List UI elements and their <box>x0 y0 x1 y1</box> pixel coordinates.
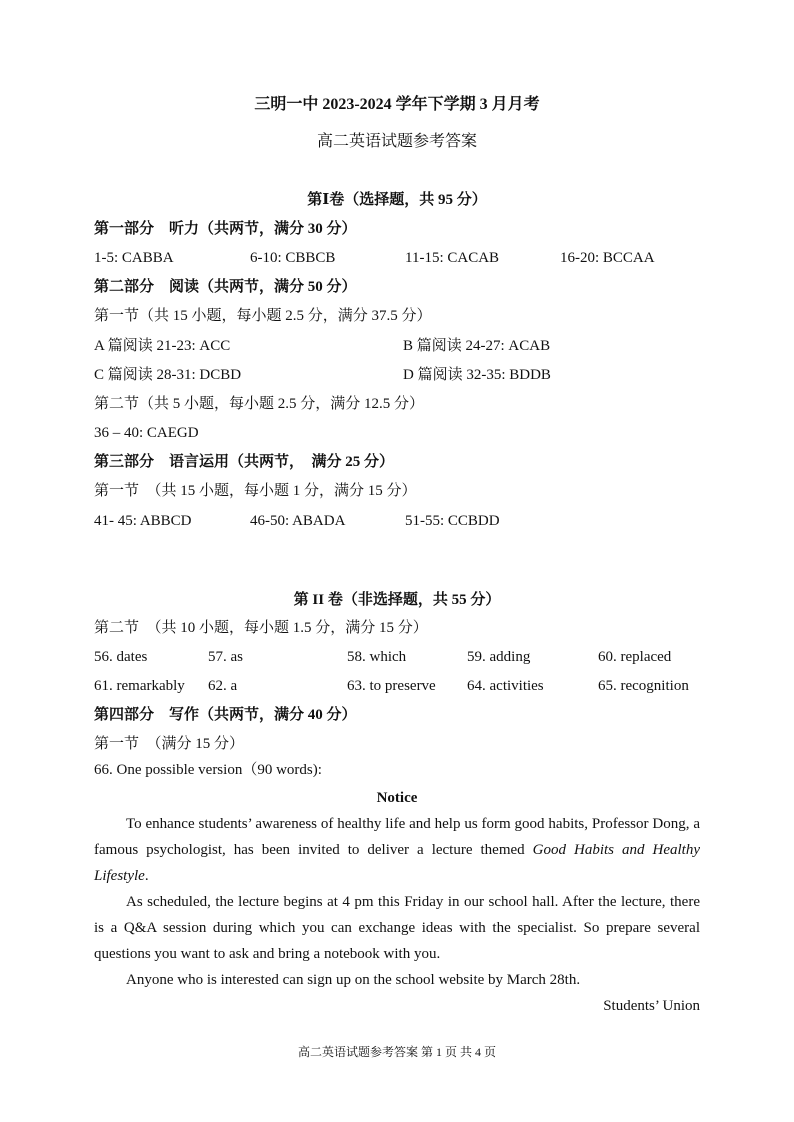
exam-subtitle: 高二英语试题参考答案 <box>316 133 477 150</box>
volume-2-heading: 第 II 卷（非选择题，共 55 分） <box>293 592 501 608</box>
fill-in-answer: 65. recognition <box>598 678 689 694</box>
part-4-heading: 第四部分 写作（共两节，满分 40 分） <box>94 707 357 723</box>
essay-p1-text: To enhance students’ awareness of healthy life and help us form good habits, Professor Dong, a famous psychologist, has been invited to deliver a lecture themed <box>94 816 700 858</box>
fill-in-answer: 56. dates <box>94 649 148 665</box>
page-footer: 高二英语试题参考答案 第 1 页 共 4 页 <box>297 1045 496 1059</box>
fill-in-answer: 63. to preserve <box>347 678 436 694</box>
essay-p1-end: . <box>144 868 149 884</box>
part-2-section-2-answers: 36 – 40: CAEGD <box>94 425 199 441</box>
essay-paragraph-3 <box>94 967 700 993</box>
essay-signature: Students’ Union <box>603 998 700 1014</box>
answer-group: 6-10: CBBCB <box>250 250 336 266</box>
part-4-section-1: 第一节 （满分 15 分） <box>94 736 245 752</box>
fill-in-answer: 58. which <box>347 649 407 665</box>
fill-in-answer: 64. activities <box>467 678 544 694</box>
answer-group: 51-55: CCBDD <box>405 513 500 529</box>
reading-b: B 篇阅读 24-27: ACAB <box>403 338 551 354</box>
reading-c: C 篇阅读 28-31: DCBD <box>94 367 242 383</box>
part-1-heading: 第一部分 听力（共两节，满分 30 分） <box>94 221 357 237</box>
reading-a: A 篇阅读 21-23: ACC <box>94 338 231 354</box>
fill-in-answer: 59. adding <box>467 649 531 665</box>
reading-d: D 篇阅读 32-35: BDDB <box>403 367 551 383</box>
exam-title: 三明一中 2023-2024 学年下学期 3 月月考 <box>254 96 540 113</box>
essay-p1-italic: Good Habits and Healthy Lifestyle <box>94 842 700 884</box>
fill-in-answer: 60. replaced <box>598 649 672 665</box>
question-66-label: 66. One possible version（90 words): <box>94 762 322 778</box>
part-3-section-1: 第一节 （共 15 小题，每小题 1 分，满分 15 分） <box>94 483 417 499</box>
essay-p3-text: Anyone who is interested can sign up on the school website by March 28th. <box>126 972 581 988</box>
essay-title: Notice <box>376 790 418 806</box>
fill-in-answer: 57. as <box>208 649 243 665</box>
answer-group: 41- 45: ABBCD <box>94 513 192 529</box>
fill-in-answer: 62. a <box>208 678 238 694</box>
answer-group: 1-5: CABBA <box>94 250 174 266</box>
fill-in-answer: 61. remarkably <box>94 678 185 694</box>
essay-p2-text: As scheduled, the lecture begins at 4 pm this Friday in our school hall. After the lecture, there is a Q&A session during which you can exchange ideas with the specialist. So prepare several questions you want to ask and bring a notebook with you. <box>94 894 700 962</box>
answer-group: 11-15: CACAB <box>405 250 500 266</box>
answer-group: 16-20: BCCAA <box>560 250 655 266</box>
volume-1-heading: 第Ⅰ卷（选择题，共 95 分） <box>307 192 487 208</box>
part-3-heading: 第三部分 语言运用（共两节， 满分 25 分） <box>94 454 395 470</box>
essay-paragraph-2 <box>94 889 700 967</box>
essay-paragraph-1 <box>94 811 700 889</box>
part-3-section-2-heading: 第二节 （共 10 小题，每小题 1.5 分，满分 15 分） <box>94 620 428 636</box>
part-2-section-1: 第一节（共 15 小题，每小题 2.5 分，满分 37.5 分） <box>94 308 432 324</box>
part-2-section-2: 第二节（共 5 小题，每小题 2.5 分，满分 12.5 分） <box>94 396 425 412</box>
answer-group: 46-50: ABADA <box>250 513 346 529</box>
part-2-heading: 第二部分 阅读（共两节，满分 50 分） <box>94 279 357 295</box>
